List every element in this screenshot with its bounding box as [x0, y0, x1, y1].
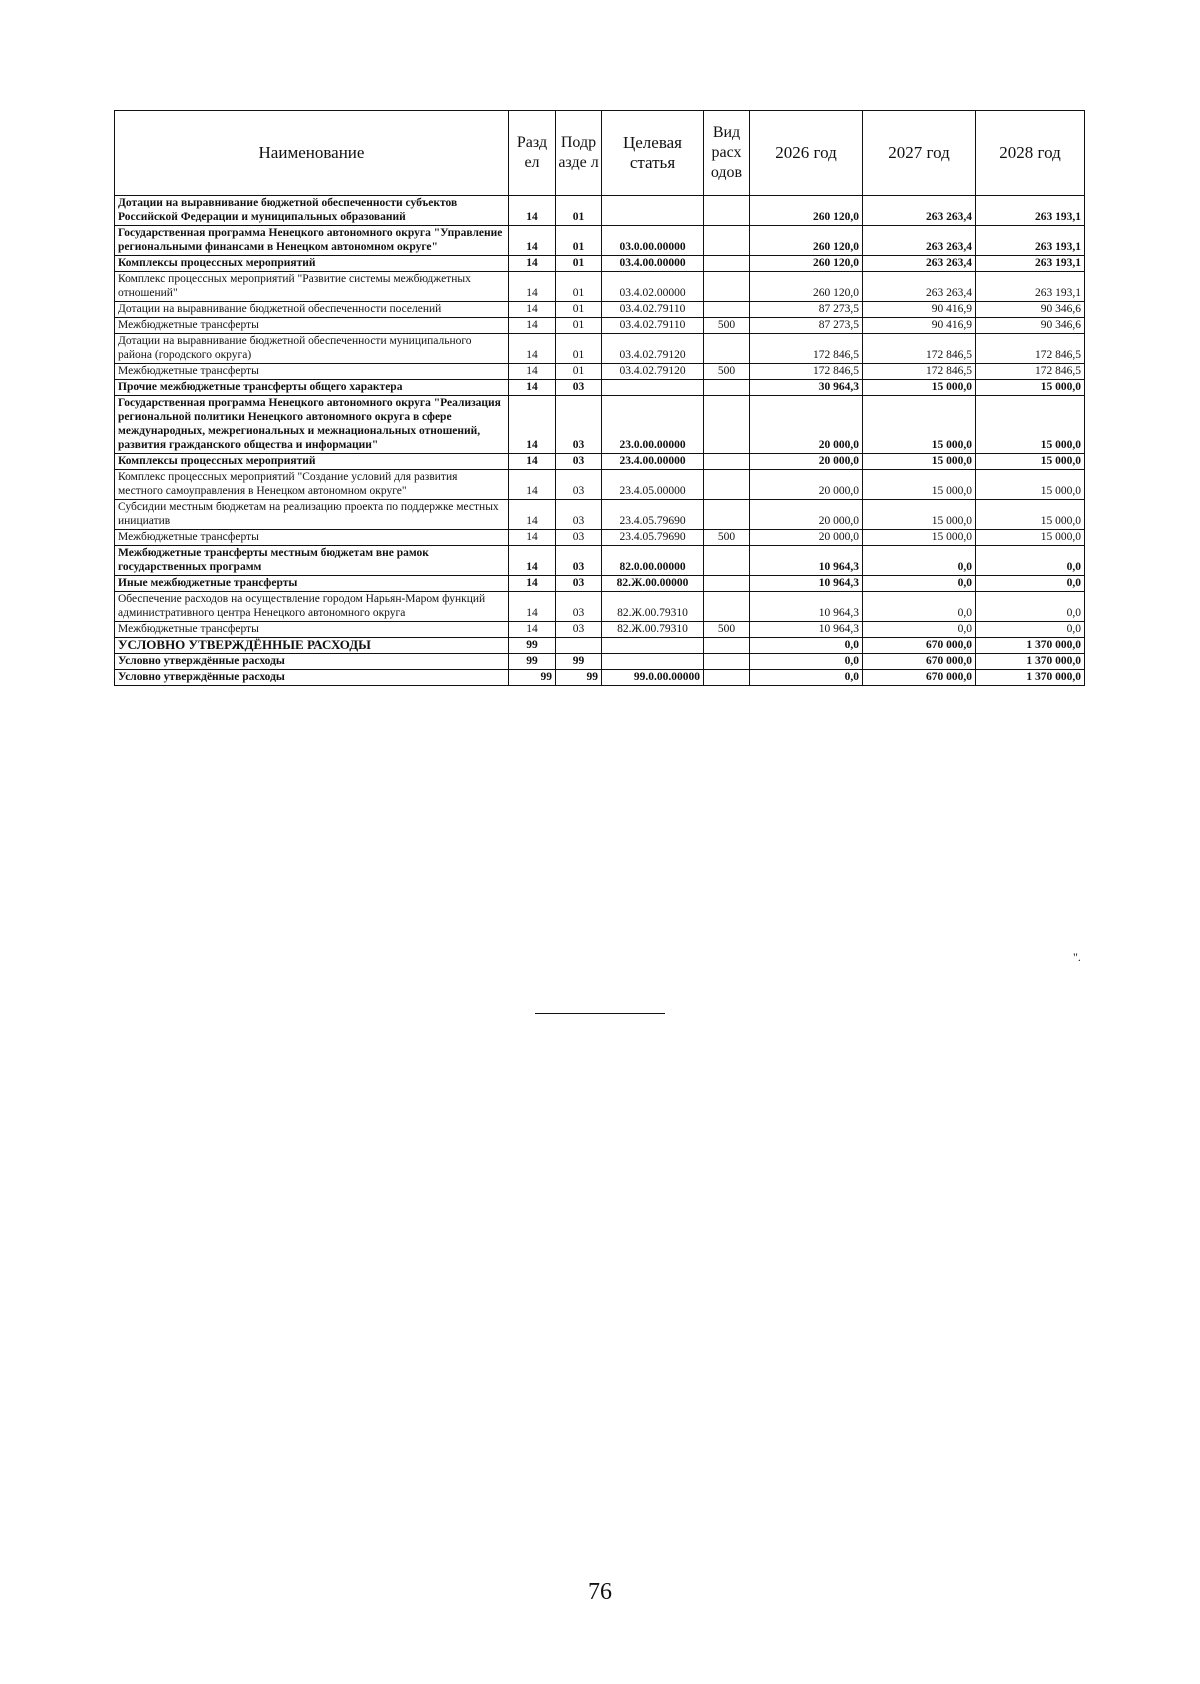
- row-value-2026: 87 273,5: [750, 318, 863, 334]
- row-name: Субсидии местным бюджетам на реализацию проекта по поддержке местных инициатив: [115, 500, 509, 530]
- row-value-2028: 0,0: [976, 592, 1085, 622]
- row-vid: [704, 592, 750, 622]
- row-name: Государственная программа Ненецкого автономного округа "Реализация региональной политики Ненецкого автономного округа в сфере международных, межрегиональных и межнациональных отношений, развития гражданского общества и информации": [115, 396, 509, 454]
- row-value-2026: 10 964,3: [750, 592, 863, 622]
- row-article: 23.4.05.79690: [602, 500, 704, 530]
- row-razdel: 14: [509, 622, 556, 638]
- row-podrazdel: 01: [556, 272, 602, 302]
- row-value-2028: 0,0: [976, 576, 1085, 592]
- row-value-2028: 90 346,6: [976, 302, 1085, 318]
- row-podrazdel: 03: [556, 380, 602, 396]
- header-razdel: Разд ел: [509, 111, 556, 196]
- page-number: 76: [588, 1579, 612, 1605]
- row-value-2027: 90 416,9: [863, 302, 976, 318]
- row-value-2028: 1 370 000,0: [976, 638, 1085, 654]
- row-podrazdel: 01: [556, 226, 602, 256]
- row-podrazdel: 03: [556, 396, 602, 454]
- row-value-2028: 1 370 000,0: [976, 670, 1085, 686]
- row-razdel: 14: [509, 334, 556, 364]
- table-row: [115, 334, 1085, 364]
- row-value-2026: 0,0: [750, 654, 863, 670]
- table-row: [115, 364, 1085, 380]
- row-razdel: 99: [509, 654, 556, 670]
- row-article: 03.4.02.79120: [602, 334, 704, 364]
- row-vid: 500: [704, 364, 750, 380]
- row-vid: 500: [704, 622, 750, 638]
- row-vid: [704, 670, 750, 686]
- row-podrazdel: 01: [556, 318, 602, 334]
- row-value-2027: 15 000,0: [863, 530, 976, 546]
- closing-quote-mark: ".: [1073, 950, 1081, 964]
- row-podrazdel: 03: [556, 454, 602, 470]
- row-vid: [704, 226, 750, 256]
- row-podrazdel: 03: [556, 500, 602, 530]
- row-razdel: 14: [509, 470, 556, 500]
- row-value-2027: 0,0: [863, 592, 976, 622]
- row-article: 82.0.00.00000: [602, 546, 704, 576]
- row-value-2027: 15 000,0: [863, 500, 976, 530]
- table-row: [115, 396, 1085, 454]
- row-value-2026: 260 120,0: [750, 226, 863, 256]
- row-vid: [704, 380, 750, 396]
- row-podrazdel: 03: [556, 622, 602, 638]
- table-row: [115, 592, 1085, 622]
- row-value-2027: 15 000,0: [863, 396, 976, 454]
- row-razdel: 14: [509, 530, 556, 546]
- table-row: [115, 576, 1085, 592]
- row-name: Дотации на выравнивание бюджетной обеспеченности поселений: [115, 302, 509, 318]
- row-value-2028: 172 846,5: [976, 364, 1085, 380]
- row-podrazdel: 03: [556, 576, 602, 592]
- row-vid: [704, 256, 750, 272]
- header-podrazdel: Подр азде л: [556, 111, 602, 196]
- row-value-2028: 1 370 000,0: [976, 654, 1085, 670]
- row-value-2028: 263 193,1: [976, 196, 1085, 226]
- row-value-2026: 30 964,3: [750, 380, 863, 396]
- row-article: [602, 638, 704, 654]
- row-razdel: 14: [509, 380, 556, 396]
- row-name: Дотации на выравнивание бюджетной обеспеченности муниципального района (городского округа): [115, 334, 509, 364]
- row-razdel: 14: [509, 226, 556, 256]
- row-article: [602, 196, 704, 226]
- row-razdel: 14: [509, 196, 556, 226]
- row-value-2026: 10 964,3: [750, 576, 863, 592]
- row-value-2026: 172 846,5: [750, 364, 863, 380]
- row-vid: [704, 546, 750, 576]
- row-value-2028: 15 000,0: [976, 380, 1085, 396]
- table-row: [115, 546, 1085, 576]
- row-name: Обеспечение расходов на осуществление городом Нарьян-Маром функций административного центра Ненецкого автономного округа: [115, 592, 509, 622]
- row-value-2027: 15 000,0: [863, 470, 976, 500]
- row-podrazdel: 99: [556, 670, 602, 686]
- row-value-2027: 172 846,5: [863, 364, 976, 380]
- row-razdel: 14: [509, 500, 556, 530]
- row-value-2027: 15 000,0: [863, 454, 976, 470]
- budget-table: [114, 110, 1085, 686]
- table-row: [115, 196, 1085, 226]
- row-value-2028: 263 193,1: [976, 256, 1085, 272]
- header-expense-type: Вид расх одов: [704, 111, 750, 196]
- table-row: [115, 380, 1085, 396]
- row-value-2028: 90 346,6: [976, 318, 1085, 334]
- row-value-2027: 263 263,4: [863, 256, 976, 272]
- table-row: [115, 318, 1085, 334]
- row-value-2027: 263 263,4: [863, 226, 976, 256]
- row-value-2026: 260 120,0: [750, 256, 863, 272]
- row-podrazdel: 03: [556, 470, 602, 500]
- row-value-2026: 172 846,5: [750, 334, 863, 364]
- row-article: 03.4.02.00000: [602, 272, 704, 302]
- row-razdel: 14: [509, 546, 556, 576]
- row-value-2028: 263 193,1: [976, 226, 1085, 256]
- row-value-2026: 260 120,0: [750, 272, 863, 302]
- row-name: Комплексы процессных мероприятий: [115, 256, 509, 272]
- row-article: 03.4.02.79110: [602, 318, 704, 334]
- row-vid: [704, 302, 750, 318]
- row-value-2026: 0,0: [750, 670, 863, 686]
- table-row: [115, 638, 1085, 654]
- table-row: [115, 272, 1085, 302]
- row-name: Межбюджетные трансферты: [115, 364, 509, 380]
- row-name: Комплекс процессных мероприятий "Создание условий для развития местного самоуправления в Ненецком автономном округе": [115, 470, 509, 500]
- table-row: [115, 454, 1085, 470]
- row-value-2026: 20 000,0: [750, 500, 863, 530]
- row-razdel: 14: [509, 592, 556, 622]
- row-article: [602, 380, 704, 396]
- row-name: Государственная программа Ненецкого автономного округа "Управление региональными финансами в Ненецком автономном округе": [115, 226, 509, 256]
- row-article: 03.4.02.79110: [602, 302, 704, 318]
- row-article: 23.4.05.00000: [602, 470, 704, 500]
- table-header-row: [115, 111, 1085, 196]
- row-value-2028: 0,0: [976, 622, 1085, 638]
- row-article: 99.0.00.00000: [602, 670, 704, 686]
- row-razdel: 99: [509, 670, 556, 686]
- row-name: УСЛОВНО УТВЕРЖДЁННЫЕ РАСХОДЫ: [115, 638, 509, 654]
- row-value-2026: 0,0: [750, 638, 863, 654]
- row-value-2028: 0,0: [976, 546, 1085, 576]
- table-row: [115, 654, 1085, 670]
- row-podrazdel: 01: [556, 196, 602, 226]
- row-podrazdel: 03: [556, 592, 602, 622]
- row-razdel: 14: [509, 454, 556, 470]
- row-value-2027: 670 000,0: [863, 654, 976, 670]
- row-value-2028: 15 000,0: [976, 500, 1085, 530]
- row-article: 82.Ж.00.79310: [602, 592, 704, 622]
- row-name: Межбюджетные трансферты: [115, 318, 509, 334]
- row-podrazdel: 01: [556, 334, 602, 364]
- row-value-2028: 172 846,5: [976, 334, 1085, 364]
- table-row: [115, 302, 1085, 318]
- row-vid: [704, 272, 750, 302]
- table-row: [115, 530, 1085, 546]
- row-value-2028: 15 000,0: [976, 470, 1085, 500]
- table-row: [115, 622, 1085, 638]
- row-vid: [704, 196, 750, 226]
- table-row: [115, 470, 1085, 500]
- row-value-2027: 0,0: [863, 576, 976, 592]
- row-razdel: 99: [509, 638, 556, 654]
- row-article: 23.4.05.79690: [602, 530, 704, 546]
- header-year-2027: 2027 год: [863, 111, 976, 196]
- row-name: Дотации на выравнивание бюджетной обеспеченности субъектов Российской Федерации и муниципальных образований: [115, 196, 509, 226]
- separator-rule: [535, 1013, 665, 1014]
- row-value-2026: 10 964,3: [750, 546, 863, 576]
- row-article: 23.0.00.00000: [602, 396, 704, 454]
- row-article: 03.4.00.00000: [602, 256, 704, 272]
- row-article: 23.4.00.00000: [602, 454, 704, 470]
- row-value-2026: 260 120,0: [750, 196, 863, 226]
- header-year-2026: 2026 год: [750, 111, 863, 196]
- row-vid: [704, 654, 750, 670]
- row-name: Условно утверждённые расходы: [115, 654, 509, 670]
- row-article: 03.4.02.79120: [602, 364, 704, 380]
- row-value-2028: 15 000,0: [976, 396, 1085, 454]
- row-razdel: 14: [509, 256, 556, 272]
- row-value-2027: 670 000,0: [863, 670, 976, 686]
- row-value-2027: 670 000,0: [863, 638, 976, 654]
- row-value-2026: 20 000,0: [750, 470, 863, 500]
- table-row: [115, 256, 1085, 272]
- row-razdel: 14: [509, 396, 556, 454]
- row-podrazdel: 03: [556, 546, 602, 576]
- row-vid: 500: [704, 318, 750, 334]
- row-value-2027: 90 416,9: [863, 318, 976, 334]
- table-row: [115, 500, 1085, 530]
- row-name: Иные межбюджетные трансферты: [115, 576, 509, 592]
- row-value-2026: 87 273,5: [750, 302, 863, 318]
- row-vid: 500: [704, 530, 750, 546]
- row-value-2027: 263 263,4: [863, 196, 976, 226]
- row-name: Прочие межбюджетные трансферты общего характера: [115, 380, 509, 396]
- table-row: [115, 226, 1085, 256]
- row-value-2026: 20 000,0: [750, 530, 863, 546]
- row-podrazdel: 01: [556, 364, 602, 380]
- row-value-2026: 20 000,0: [750, 396, 863, 454]
- row-podrazdel: 01: [556, 302, 602, 318]
- header-year-2028: 2028 год: [976, 111, 1085, 196]
- row-vid: [704, 470, 750, 500]
- row-razdel: 14: [509, 272, 556, 302]
- row-article: 82.Ж.00.00000: [602, 576, 704, 592]
- row-vid: [704, 576, 750, 592]
- row-name: Межбюджетные трансферты местным бюджетам вне рамок государственных программ: [115, 546, 509, 576]
- row-podrazdel: 01: [556, 256, 602, 272]
- row-name: Межбюджетные трансферты: [115, 622, 509, 638]
- row-razdel: 14: [509, 302, 556, 318]
- header-name: Наименование: [115, 111, 509, 196]
- row-value-2026: 10 964,3: [750, 622, 863, 638]
- row-value-2028: 15 000,0: [976, 454, 1085, 470]
- row-vid: [704, 334, 750, 364]
- row-value-2027: 15 000,0: [863, 380, 976, 396]
- row-article: 03.0.00.00000: [602, 226, 704, 256]
- row-podrazdel: [556, 638, 602, 654]
- row-podrazdel: 99: [556, 654, 602, 670]
- row-name: Условно утверждённые расходы: [115, 670, 509, 686]
- row-razdel: 14: [509, 364, 556, 380]
- row-value-2028: 263 193,1: [976, 272, 1085, 302]
- row-vid: [704, 500, 750, 530]
- row-value-2027: 172 846,5: [863, 334, 976, 364]
- row-article: 82.Ж.00.79310: [602, 622, 704, 638]
- row-name: Межбюджетные трансферты: [115, 530, 509, 546]
- table-row: [115, 670, 1085, 686]
- row-podrazdel: 03: [556, 530, 602, 546]
- row-name: Комплекс процессных мероприятий "Развитие системы межбюджетных отношений": [115, 272, 509, 302]
- row-value-2027: 0,0: [863, 622, 976, 638]
- row-value-2027: 263 263,4: [863, 272, 976, 302]
- row-value-2027: 0,0: [863, 546, 976, 576]
- row-razdel: 14: [509, 318, 556, 334]
- header-target-article: Целевая статья: [602, 111, 704, 196]
- row-vid: [704, 454, 750, 470]
- row-value-2028: 15 000,0: [976, 530, 1085, 546]
- row-razdel: 14: [509, 576, 556, 592]
- row-vid: [704, 396, 750, 454]
- row-value-2026: 20 000,0: [750, 454, 863, 470]
- row-article: [602, 654, 704, 670]
- row-vid: [704, 638, 750, 654]
- row-name: Комплексы процессных мероприятий: [115, 454, 509, 470]
